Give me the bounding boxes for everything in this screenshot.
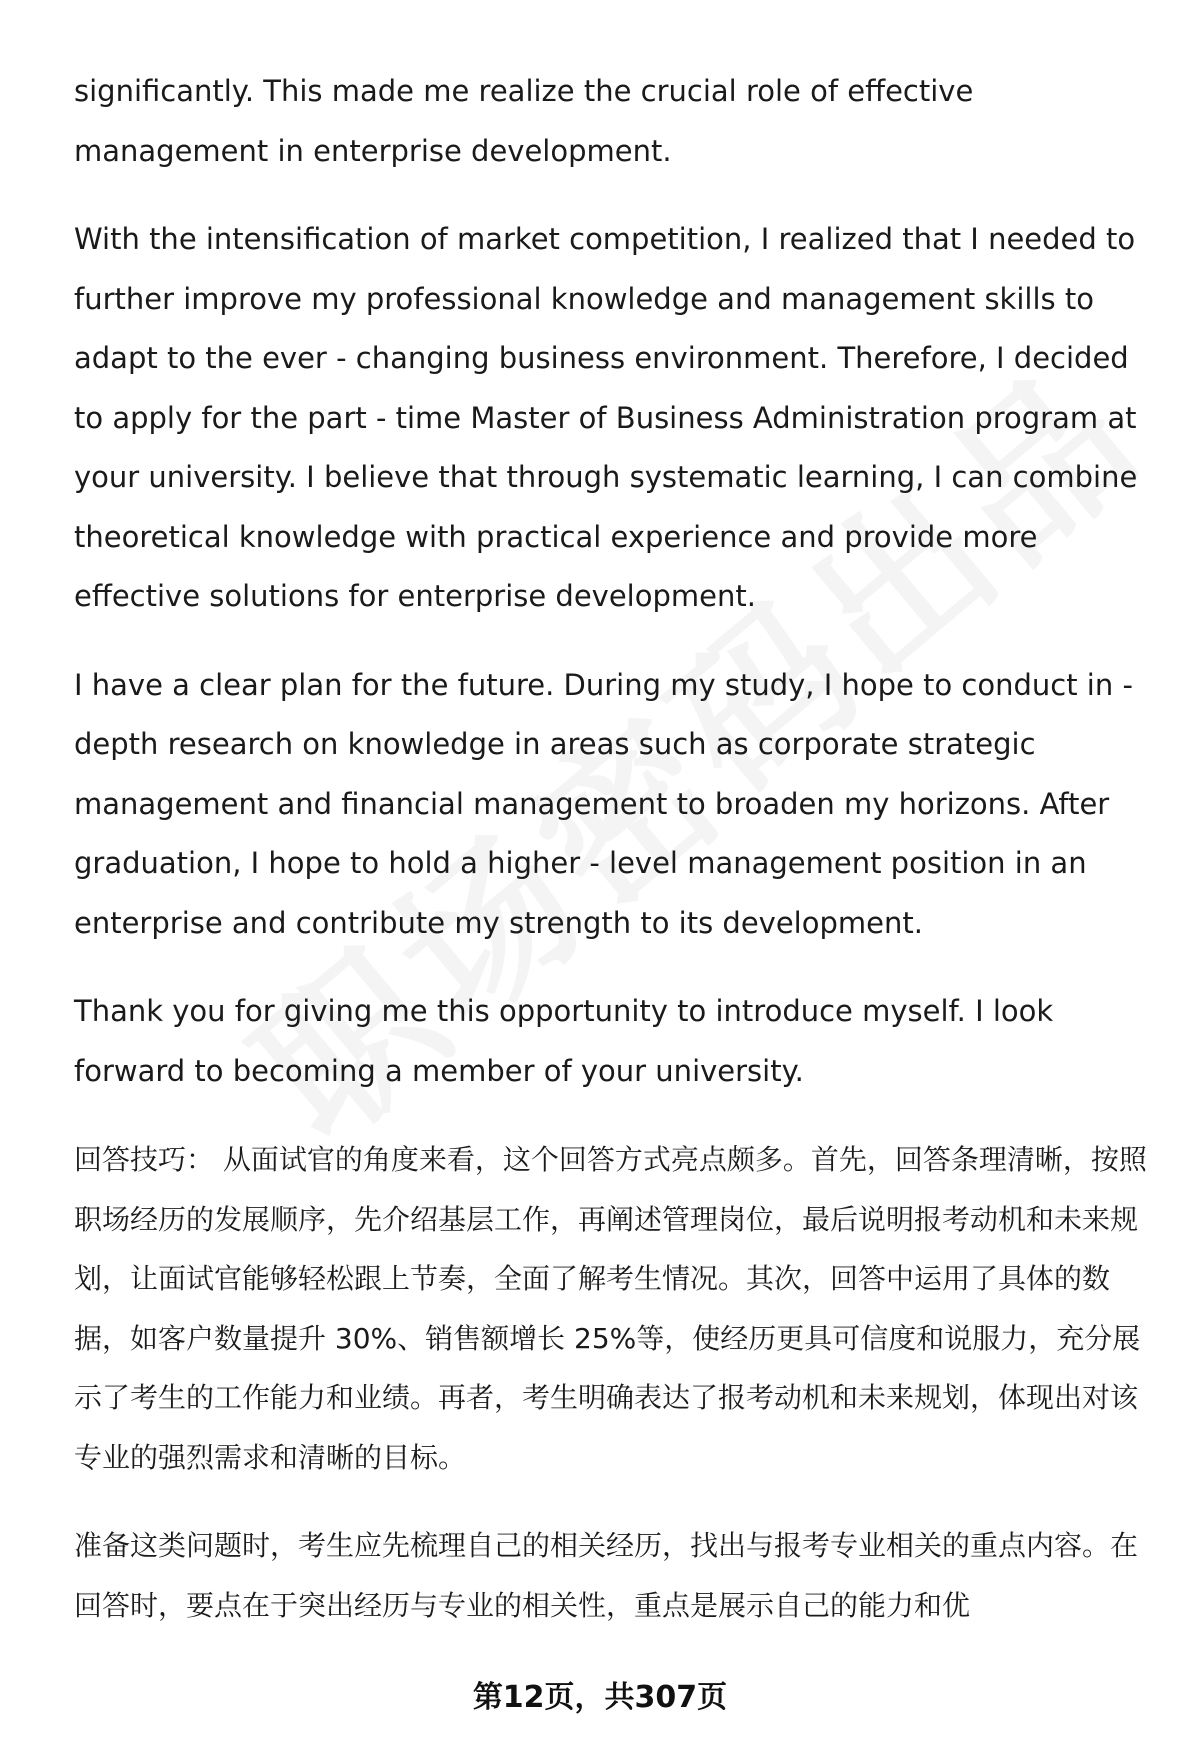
paragraph-closing: Thank you for giving me this opportunity to introduce myself. I look forward to becoming a member of your university. [74, 994, 1054, 1088]
paragraph-future-plan: I have a clear plan for the future. During my study, I hope to conduct in - depth research on knowledge in areas such as corporate strategic management and financial management to broaden my horizons. After graduation, I hope to hold a higher - level management position in an enterprise and contribute my strength to its development. [74, 667, 1133, 940]
paragraph-motivation: With the intensification of market competition, I realized that I needed to further improve my professional knowledge and management skills to adapt to the ever - changing business environment. Therefore, I decided to apply for the part - time Master of Business Administration program at your university. I believe that through systematic learning, I can combine theoretical knowledge with practical experience and provide more effective solutions for enterprise development. [74, 222, 1138, 613]
page-number: 第12页，共307页 [472, 1680, 728, 1715]
paragraph-preparation: 准备这类问题时，考生应先梳理自己的相关经历，找出与报考专业相关的重点内容。在回答时，要点在于突出经历与专业的相关性，重点是展示自己的能力和优 [74, 1529, 1139, 1622]
paragraph-continuation: significantly. This made me realize the crucial role of effective management in enterprise development. [74, 74, 974, 168]
document-body [74, 62, 1164, 1664]
paragraph-answer-tips: 回答技巧： 从面试官的角度来看，这个回答方式亮点颇多。首先，回答条理清晰，按照职场经历的发展顺序，先介绍基层工作，再阐述管理岗位，最后说明报考动机和未来规划，让面试官能够轻松跟上节奏，全面了解考生情况。其次，回答中运用了具体的数据，如客户数量提升 30%、销售额增长 25%等，使经历更具可信度和说服力，充分展示了考生的工作能力和业绩。再者，考生明确表达了报考动机和未来规划，体现出对该专业的强烈需求和清晰的目标。 [74, 1143, 1147, 1474]
